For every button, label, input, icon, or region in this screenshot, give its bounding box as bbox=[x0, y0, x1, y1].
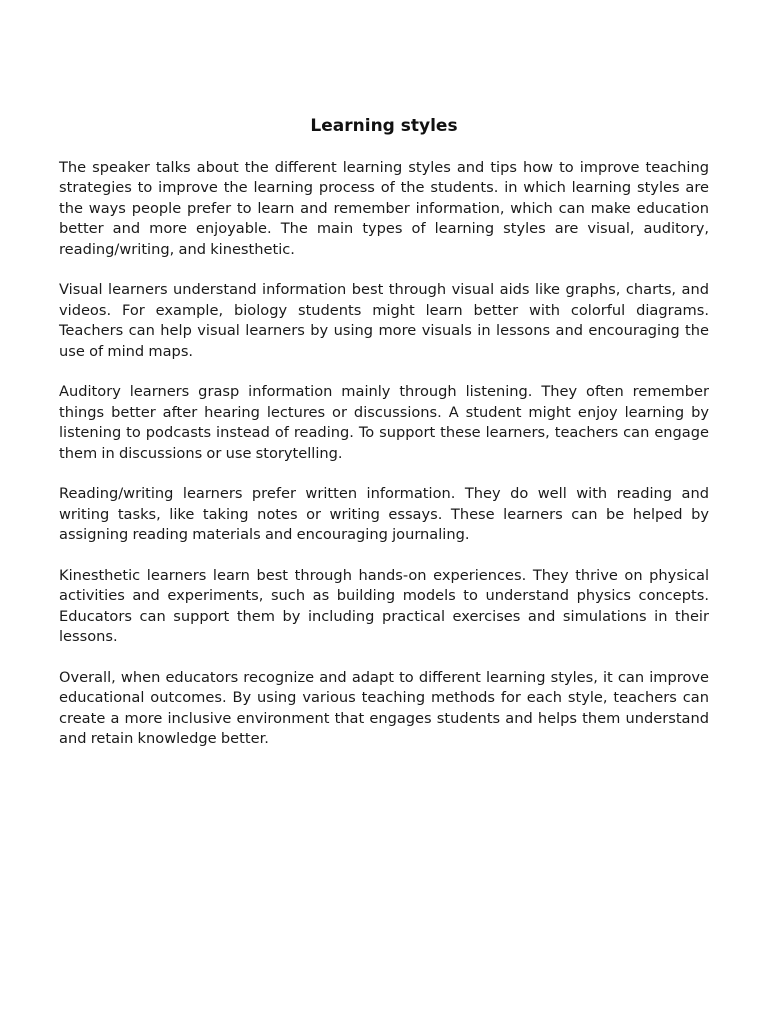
document-page bbox=[59, 114, 709, 770]
paragraph-conclusion: Overall, when educators recognize and adapt to different learning styles, it can improve educational outcomes. By using various teaching methods for each style, teachers can create a more inclusive environment that engages students and helps them understand and retain knowledge better. bbox=[59, 669, 709, 748]
paragraph-intro: The speaker talks about the different learning styles and tips how to improve teaching strategies to improve the learning process of the students. in which learning styles are the ways people prefer to learn and remember information, which can make education better and more enjoyable. The main types of learning styles are visual, auditory, reading/writing, and kinesthetic. bbox=[59, 159, 709, 258]
paragraph-kinesthetic: Kinesthetic learners learn best through hands-on experiences. They thrive on physical activities and experiments, such as building models to understand physics concepts. Educators can support them by including practical exercises and simulations in their lessons. bbox=[59, 567, 709, 646]
document-title: Learning styles bbox=[310, 116, 458, 136]
paragraph-visual: Visual learners understand information best through visual aids like graphs, charts, and videos. For example, biology students might learn better with colorful diagrams. Teachers can help visual learners by using more visuals in lessons and encouraging the use of mind maps. bbox=[59, 281, 709, 360]
paragraph-reading-writing: Reading/writing learners prefer written information. They do well with reading and writing tasks, like taking notes or writing essays. These learners can be helped by assigning reading materials and encouraging journaling. bbox=[59, 485, 709, 544]
paragraph-auditory: Auditory learners grasp information mainly through listening. They often remember things better after hearing lectures or discussions. A student might enjoy learning by listening to podcasts instead of reading. To support these learners, teachers can engage them in discussions or use storytelling. bbox=[59, 383, 709, 462]
